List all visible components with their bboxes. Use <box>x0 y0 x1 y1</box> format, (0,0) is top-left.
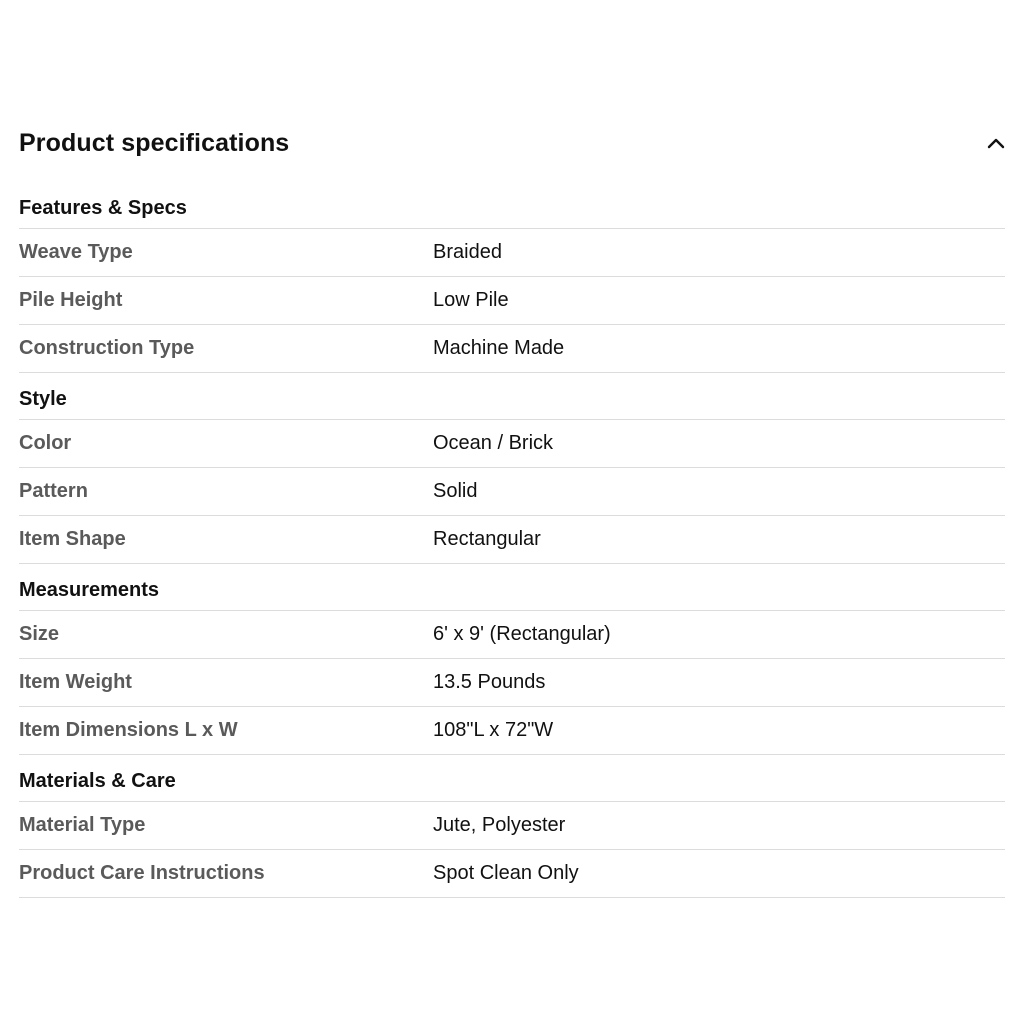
specifications-header[interactable] <box>19 118 1005 168</box>
spec-row <box>19 229 1005 277</box>
spec-row <box>19 850 1005 898</box>
spec-value: Braided <box>433 241 502 263</box>
spec-value: Rectangular <box>433 528 541 550</box>
section-title: Style <box>19 373 1005 420</box>
spec-value: Spot Clean Only <box>433 862 579 884</box>
section-title: Measurements <box>19 564 1005 611</box>
spec-sections <box>19 182 1005 898</box>
spec-value: 108"L x 72"W <box>433 719 554 741</box>
spec-row <box>19 707 1005 755</box>
spec-value: Ocean / Brick <box>433 432 554 454</box>
spec-value: 6' x 9' (Rectangular) <box>433 623 611 645</box>
spec-label: Pile Height <box>19 289 123 311</box>
spec-label: Product Care Instructions <box>19 862 265 884</box>
spec-label: Item Dimensions L x W <box>19 719 238 741</box>
section-measurements <box>19 564 1005 755</box>
spec-label: Weave Type <box>19 241 133 263</box>
section-style <box>19 373 1005 564</box>
spec-value: Low Pile <box>433 289 509 311</box>
specifications-title: Product specifications <box>19 128 290 157</box>
spec-value: Jute, Polyester <box>433 814 566 836</box>
spec-value: Solid <box>433 480 478 502</box>
chevron-up-icon <box>986 136 1006 150</box>
spec-row <box>19 468 1005 516</box>
spec-label: Color <box>19 432 72 454</box>
spec-label: Material Type <box>19 814 146 836</box>
spec-label: Pattern <box>19 480 88 502</box>
spec-value: 13.5 Pounds <box>433 671 546 693</box>
spec-row <box>19 325 1005 373</box>
spec-row <box>19 420 1005 468</box>
section-materials-care <box>19 755 1005 898</box>
collapse-button[interactable] <box>981 128 1011 158</box>
spec-row <box>19 516 1005 564</box>
section-title: Features & Specs <box>19 182 1005 229</box>
spec-row <box>19 802 1005 850</box>
section-features-specs <box>19 182 1005 373</box>
spec-row <box>19 277 1005 325</box>
spec-value: Machine Made <box>433 337 565 359</box>
spec-label: Item Shape <box>19 528 126 550</box>
spec-label: Size <box>19 623 60 645</box>
section-title: Materials & Care <box>19 755 1005 802</box>
spec-label: Item Weight <box>19 671 132 693</box>
spec-label: Construction Type <box>19 337 195 359</box>
spec-row <box>19 659 1005 707</box>
spec-row <box>19 611 1005 659</box>
